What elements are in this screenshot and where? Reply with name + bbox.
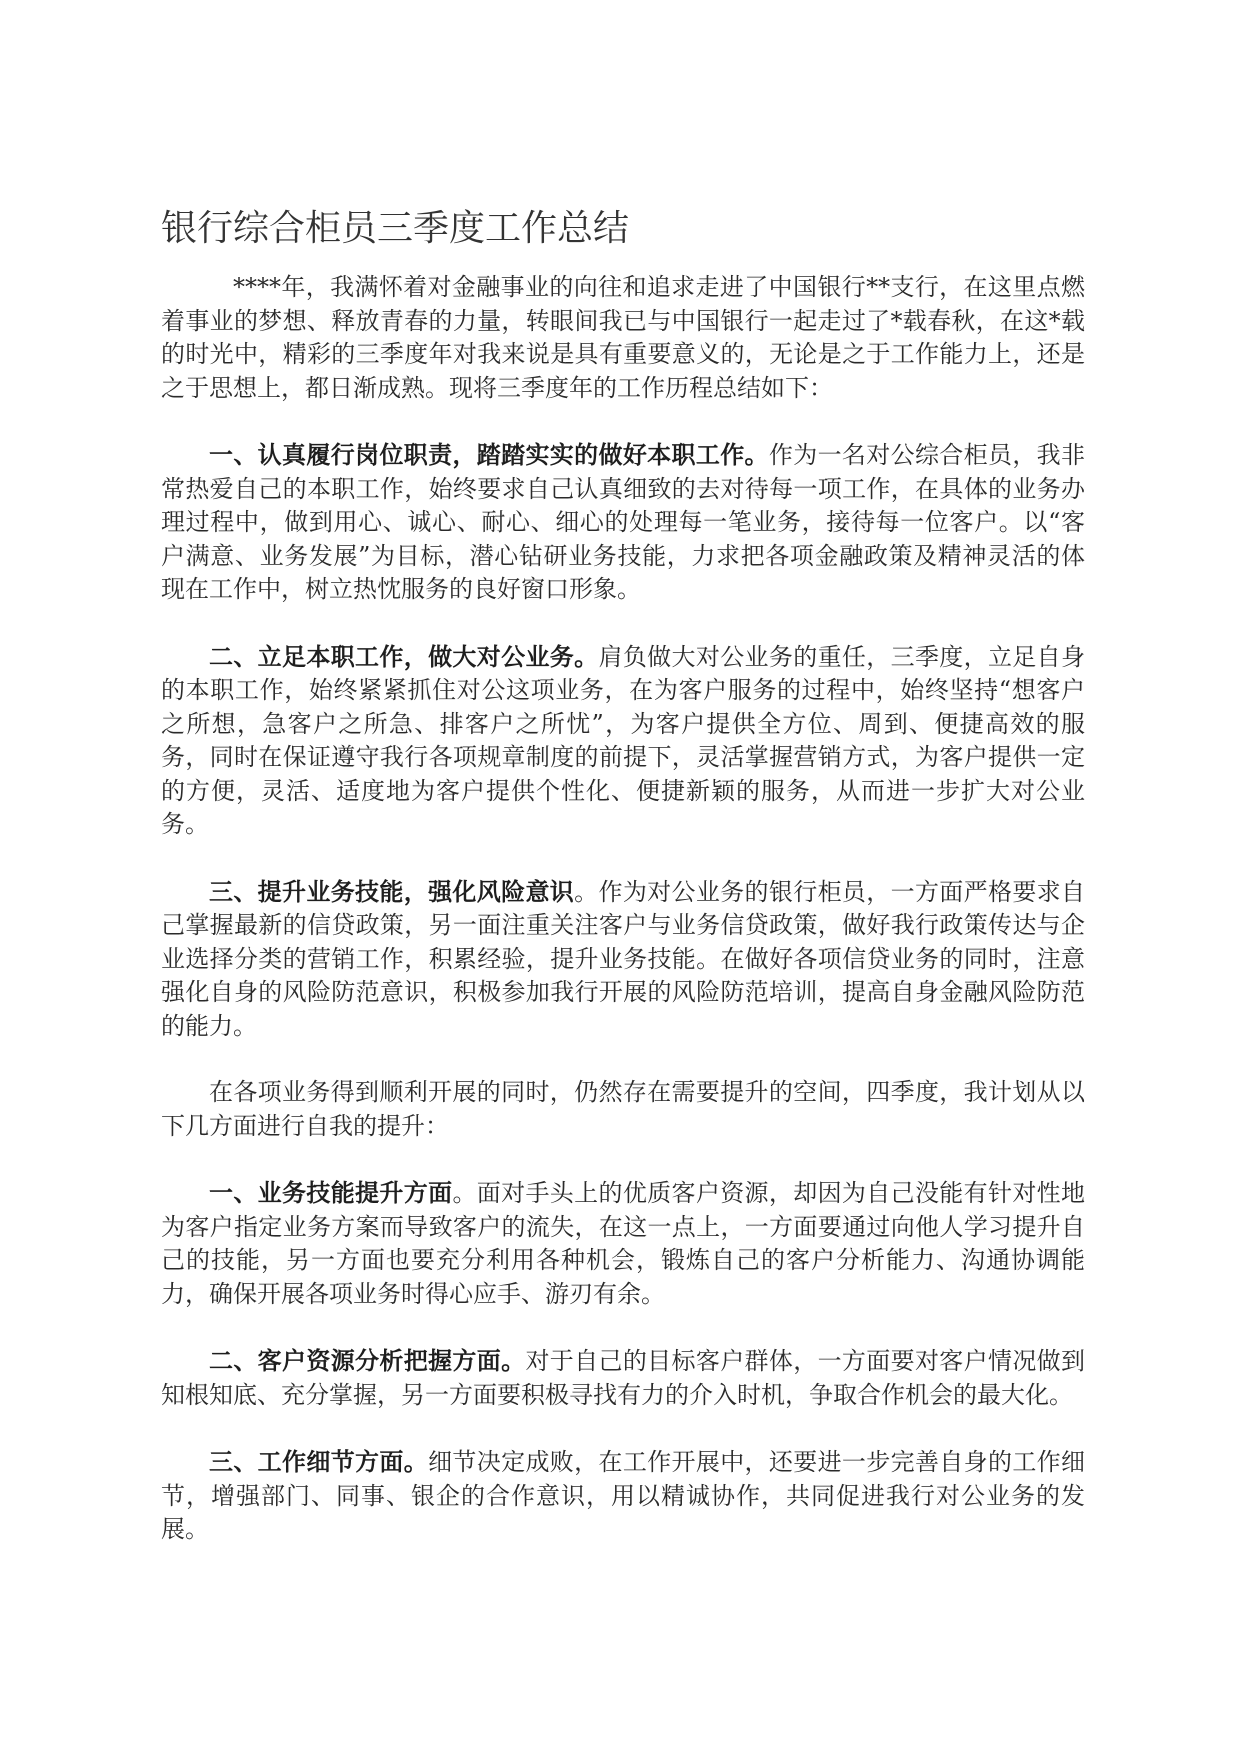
section-body-1: 作为一名对公综合柜员，我非常热爱自己的本职工作，始终要求自己认真细致的去对待每一项工作，在具体的业务办理过程中，做到用心、诚心、耐心、细心的处理每一笔业务，接待每一位客户。以“客户满意、业务发展”为目标，潜心钻研业务技能，力求把各项金融政策及精神灵活的体现在工作中，树立热忱服务的良好窗口形象。: [161, 441, 1086, 603]
section-heading-2: 二、立足本职工作，做大对公业务。: [209, 641, 599, 671]
document-title: 银行综合柜员三季度工作总结: [161, 208, 630, 249]
plan-body-1: 。面对手头上的优质客户资源，却因为自己没能有针对性地为客户指定业务方案而导致客户的流失，在这一点上，一方面要通过向他人学习提升自己的技能，另一方面也要充分利用各种机会，锻炼自己的客户分析能力、沟通协调能力，确保开展各项业务时得心应手、游刃有余。: [161, 1179, 1086, 1308]
plan-heading-3: 三、工作细节方面。: [209, 1447, 429, 1476]
section-paragraph-3: [161, 875, 1085, 1044]
section-body-3: 。作为对公业务的银行柜员，一方面严格要求自己掌握最新的信贷政策，另一面注重关注客户与业务信贷政策，做好我行政策传达与企业选择分类的营销工作，积累经验，提升业务技能。在做好各项信贷业务的同时，注意强化自身的风险防范意识，积极参加我行开展的风险防范培训，提高自身金融风险防范的能力。: [161, 877, 1086, 1040]
intro-paragraph: ****年，我满怀着对金融事业的向往和追求走进了中国银行**支行，在这里点燃着事业的梦想、释放青春的力量，转眼间我已与中国银行一起走过了*载春秋，在这*载的时光中，精彩的三季度年对我来说是具有重要意义的，无论是之于工作能力上，还是之于思想上，都日渐成熟。现将三季度年的工作历程总结如下：: [161, 273, 1085, 402]
plan-paragraph-2: [161, 1344, 1085, 1412]
plan-paragraph-1: [161, 1176, 1085, 1311]
section-body-2: 肩负做大对公业务的重任，三季度，立足自身的本职工作，始终紧紧抓住对公这项业务，在为客户服务的过程中，始终坚持“想客户之所想，急客户之所急、排客户之所忧”，为客户提供全方位、周到、便捷高效的服务，同时在保证遵守我行各项规章制度的前提下，灵活掌握营销方式，为客户提供一定的方便，灵活、适度地为客户提供个性化、便捷新颖的服务，从而进一步扩大对公业务。: [161, 642, 1085, 838]
section-heading-3: 三、提升业务技能，强化风险意识: [209, 876, 575, 906]
plan-heading-1: 一、业务技能提升方面: [209, 1178, 453, 1207]
section-heading-1: 一、认真履行岗位职责，踏踏实实的做好本职工作。: [209, 440, 769, 469]
plan-paragraph-3: [161, 1445, 1085, 1547]
section-paragraph-2: [161, 640, 1085, 842]
plan-heading-2: 二、客户资源分析把握方面。: [209, 1346, 526, 1375]
transition-paragraph: 在各项业务得到顺利开展的同时，仍然存在需要提升的空间，四季度，我计划从以下几方面进行自我的提升：: [161, 1078, 1085, 1140]
plan-body-2: 对于自己的目标客户群体，一方面要对客户情况做到知根知底、充分掌握，另一方面要积极寻找有力的介入时机，争取合作机会的最大化。: [161, 1347, 1086, 1409]
section-paragraph-1: [161, 438, 1085, 607]
plan-body-3: 细节决定成败，在工作开展中，还要进一步完善自身的工作细节，增强部门、同事、银企的合作意识，用以精诚协作，共同促进我行对公业务的发展。: [161, 1448, 1086, 1543]
document-page: [161, 200, 1085, 1580]
